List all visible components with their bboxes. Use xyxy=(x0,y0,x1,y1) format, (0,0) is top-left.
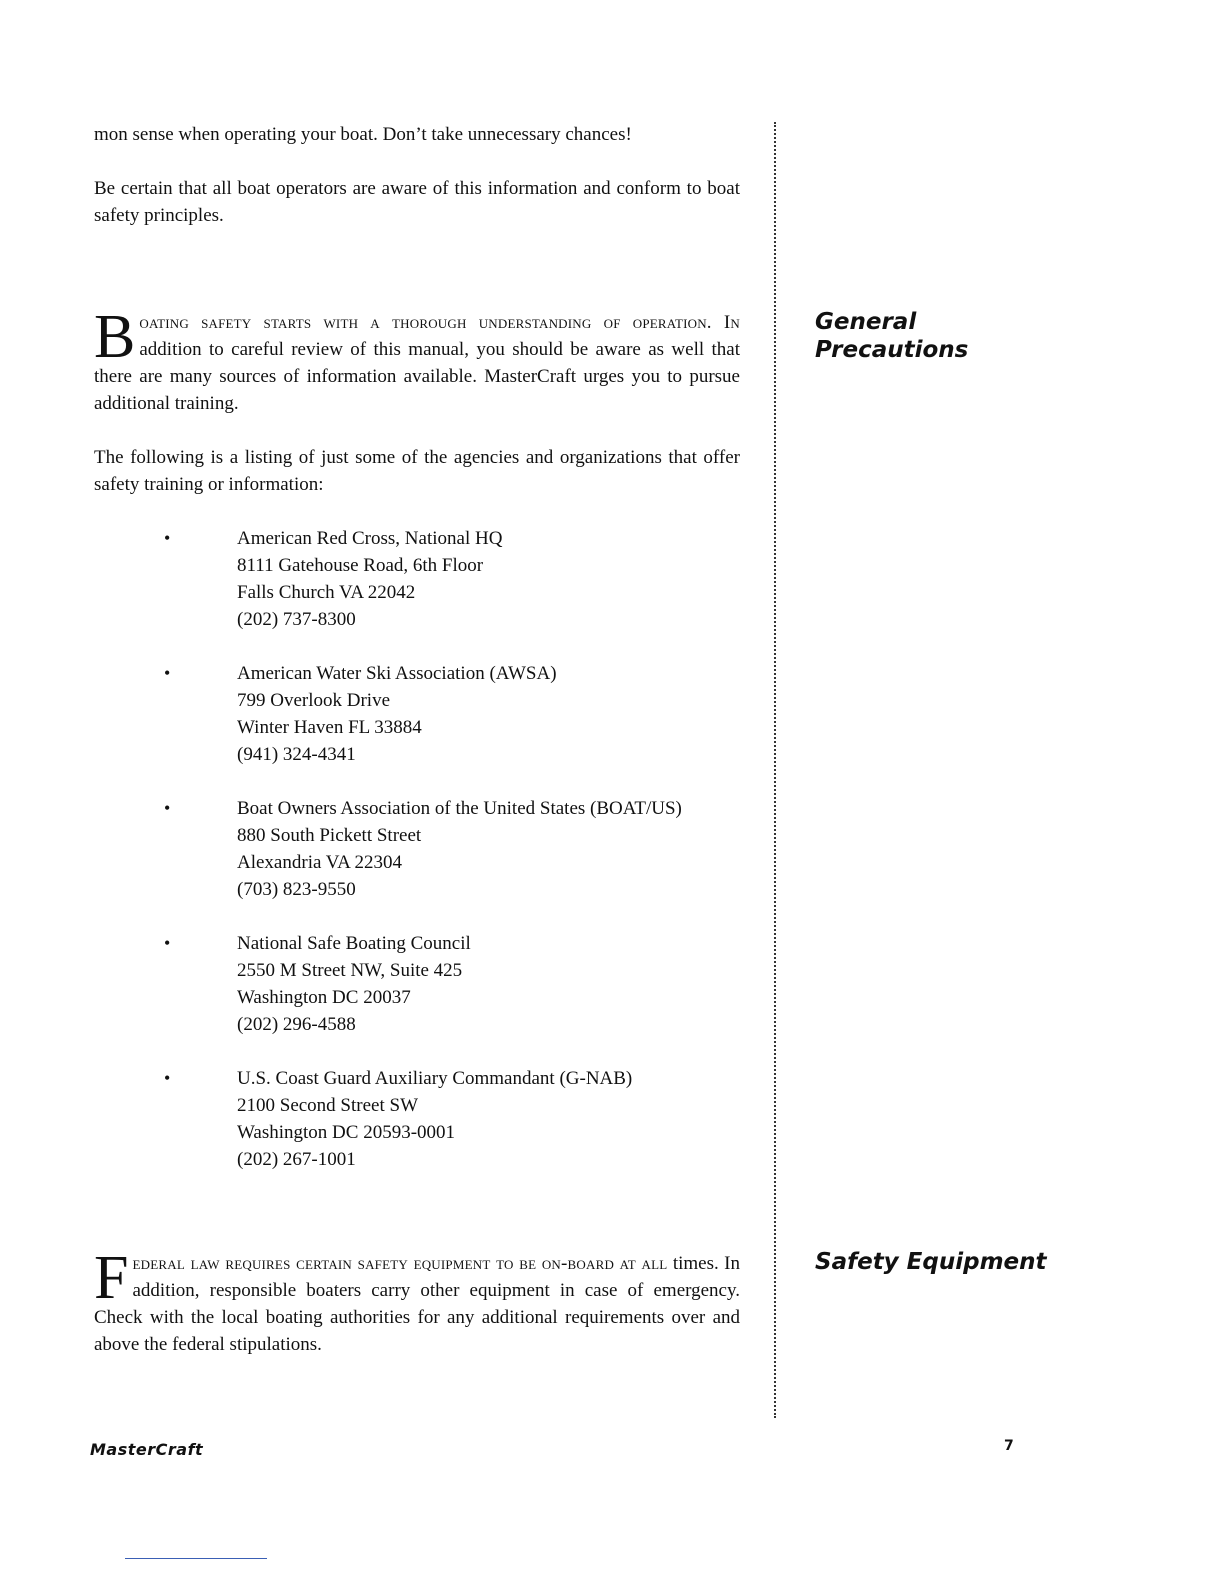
list-item xyxy=(160,1065,760,1200)
page-number: 7 xyxy=(1004,1438,1014,1454)
general-precautions-paragraph xyxy=(94,303,740,417)
heading-line: Precautions xyxy=(815,337,969,363)
intro-continued-text: mon sense when operating your boat. Don’t take unnecessary chances! xyxy=(94,124,632,145)
bullet-icon: • xyxy=(164,798,171,818)
org-street: 2100 Second Street SW xyxy=(237,1095,419,1116)
footer-brand-logo: MasterCraft xyxy=(90,1440,204,1459)
heading-line: General xyxy=(815,309,917,335)
org-phone: (202) 267-1001 xyxy=(237,1149,356,1170)
org-city: Washington DC 20593-0001 xyxy=(237,1122,456,1143)
org-city: Washington DC 20037 xyxy=(237,987,411,1008)
org-name: U.S. Coast Guard Auxiliary Commandant (G-NAB) xyxy=(237,1068,633,1089)
column-divider xyxy=(774,122,776,1418)
small-caps-lead: ederal law requires certain safety equipment to be on-board at all xyxy=(132,1253,668,1274)
drop-cap: B xyxy=(94,303,136,371)
section-heading-safety-equipment: Safety Equipment xyxy=(815,1249,1047,1275)
org-phone: (941) 324-4341 xyxy=(237,744,356,765)
list-item xyxy=(160,525,760,660)
org-city: Winter Haven FL 33884 xyxy=(237,717,422,738)
bullet-icon: • xyxy=(164,933,171,953)
paragraph-body: addition to careful review of this manual, you should be aware as well that there are many sources of information available. MasterCraft urges you to pursue additional training. xyxy=(94,339,740,414)
safety-equipment-paragraph xyxy=(94,1244,740,1358)
bullet-icon: • xyxy=(164,663,171,683)
org-phone: (202) 737-8300 xyxy=(237,609,356,630)
list-item xyxy=(160,930,760,1065)
small-caps-lead: oating safety starts with a thorough understanding of operation. In xyxy=(139,312,740,333)
list-item xyxy=(160,660,760,795)
org-city: Falls Church VA 22042 xyxy=(237,582,416,603)
org-street: 8111 Gatehouse Road, 6th Floor xyxy=(237,555,484,576)
org-name: American Red Cross, National HQ xyxy=(237,528,503,549)
org-street: 799 Overlook Drive xyxy=(237,690,391,711)
footer-rule xyxy=(125,1558,267,1559)
organization-list xyxy=(160,525,760,1200)
section-heading-general-precautions xyxy=(815,308,1015,364)
listing-intro: The following is a listing of just some of the agencies and organizations that offer safety training or information: xyxy=(94,447,740,495)
org-street: 880 South Pickett Street xyxy=(237,825,422,846)
org-phone: (202) 296-4588 xyxy=(237,1014,356,1035)
intro-paragraph: Be certain that all boat operators are aware of this information and conform to boat safety principles. xyxy=(94,178,740,226)
org-name: American Water Ski Association (AWSA) xyxy=(237,663,557,684)
bullet-icon: • xyxy=(164,528,171,548)
org-phone: (703) 823-9550 xyxy=(237,879,356,900)
bullet-icon: • xyxy=(164,1068,171,1088)
list-item xyxy=(160,795,760,930)
org-city: Alexandria VA 22304 xyxy=(237,852,403,873)
org-street: 2550 M Street NW, Suite 425 xyxy=(237,960,463,981)
org-name: National Safe Boating Council xyxy=(237,933,471,954)
paragraph-body: times. In addition, responsible boaters carry other equipment in case of emergency. Check with the local boating authorities for any additional requirements over and above the federal stipulations. xyxy=(94,1253,740,1355)
drop-cap: F xyxy=(94,1244,129,1312)
org-name: Boat Owners Association of the United States (BOAT/US) xyxy=(237,798,682,819)
